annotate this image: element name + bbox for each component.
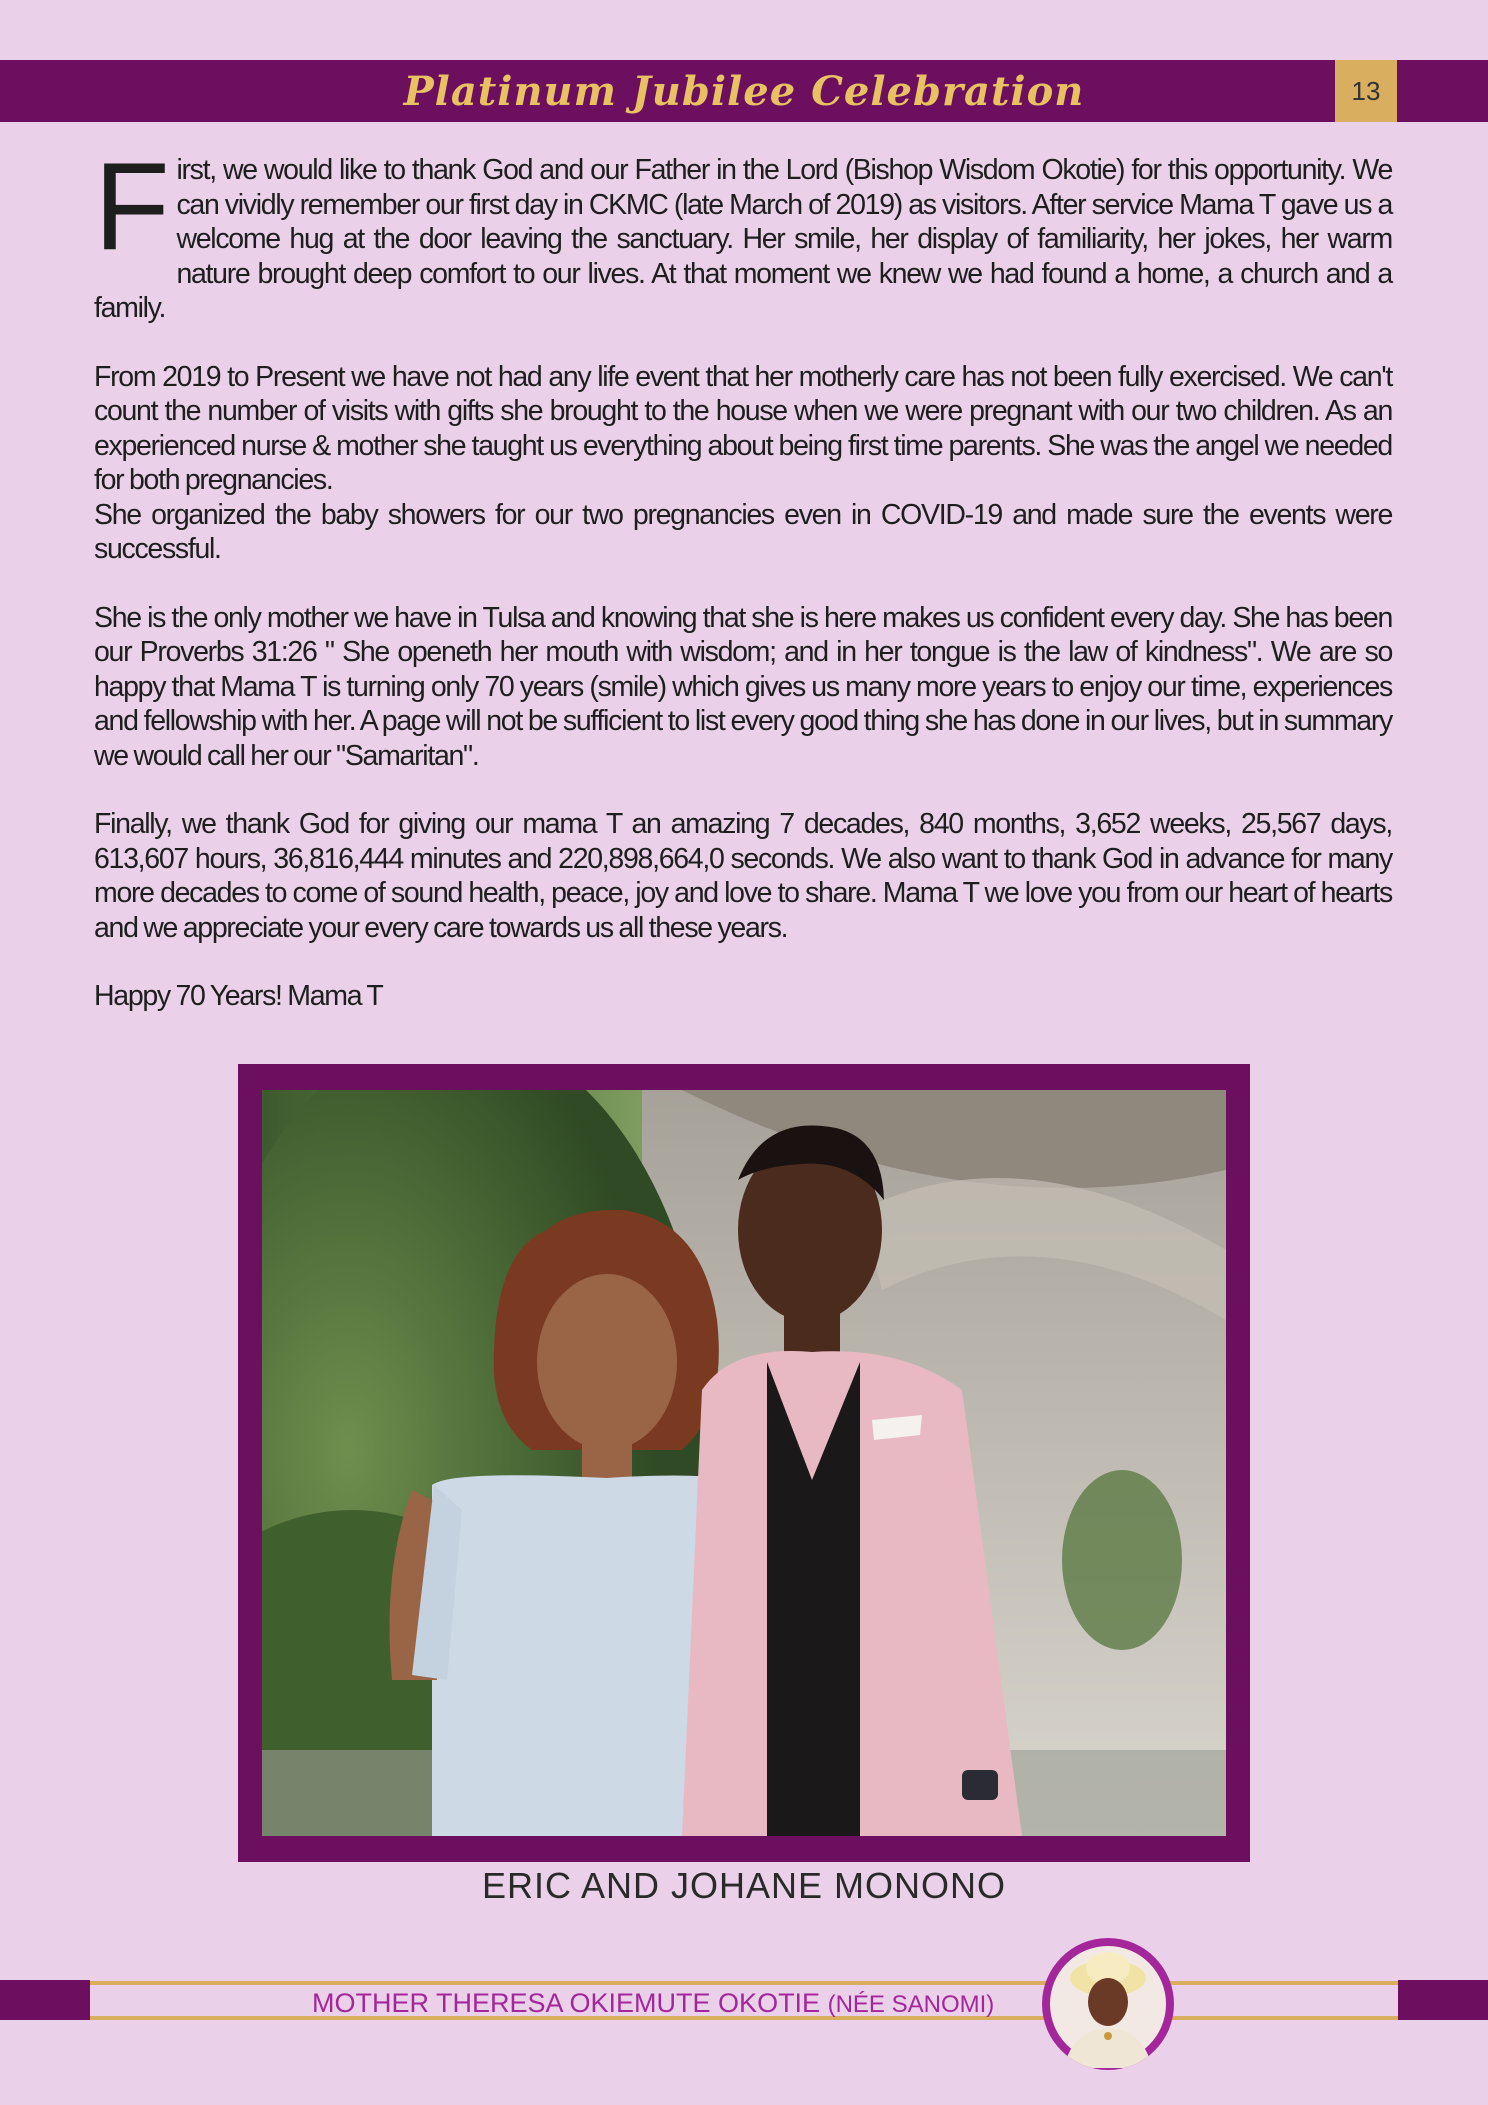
drop-cap: F: [94, 138, 169, 276]
photo-frame: [238, 1064, 1250, 1862]
page-number: 13: [1335, 60, 1397, 122]
paragraph-6: Happy 70 Years! Mama T: [94, 980, 383, 1012]
paragraph-4: She is the only mother we have in Tulsa and knowing that she is here makes us confident every day. She has been our Proverbs 31:26 " She openeth her mouth with wisdom; and in her tongue is the law of kindness". We are so happy that Mama T is turning only 70 years (smile) which gives us many more years to enjoy our time, experiences and fellowship with her. A page will not be sufficient to list every good thing she has done in our lives, but in summary we would call her our "Samaritan".: [94, 601, 1392, 772]
article-body: [94, 138, 1392, 1048]
couple-photo: [262, 1090, 1226, 1836]
footer-block-right: [1398, 1980, 1488, 2020]
portrait-illustration: [1042, 1938, 1174, 2070]
photo-caption: ERIC AND JOHANE MONONO: [481, 1865, 1007, 1906]
avatar: [1042, 1938, 1174, 2070]
footer-line-top: [90, 1981, 1398, 1985]
paragraph-3: She organized the baby showers for our two pregnancies even in COVID-19 and made sure the events were successful.: [94, 498, 1392, 565]
paragraph-1: [94, 138, 1392, 326]
footer-name: [312, 1986, 994, 2018]
paragraph-2: From 2019 to Present we have not had any life event that her motherly care has not been fully exercised. We can't count the number of visits with gifts she brought to the house when we were pregnant with our two children. As an experienced nurse & mother she taught us everything about being first time parents. She was the angel we needed for both pregnancies.: [94, 360, 1392, 496]
paragraph-1-text: irst, we would like to thank God and our Father in the Lord (Bishop Wisdom Okotie) for this opportunity. We can vividly remember our first day in CKMC (late March of 2019) as visitors. After service Mama T gave us a welcome hug at the door leaving the sanctuary. Her smile, her display of familiarity, her jokes, her warm nature brought deep comfort to our lives. At that moment we knew we had found a home, a church and a family.: [94, 154, 1392, 324]
footer-block-left: [0, 1980, 90, 2020]
footer-name-text: MOTHER THERESA OKIEMUTE OKOTIE: [312, 1988, 821, 2018]
header-title: Platinum Jubilee Celebration: [403, 68, 1085, 115]
footer-nee: (NÉE SANOMI): [827, 1991, 995, 2018]
couple-photo-illustration: [262, 1090, 1226, 1836]
paragraph-5: Finally, we thank God for giving our mama T an amazing 7 decades, 840 months, 3,652 weeks, 25,567 days, 613,607 hours, 36,816,444 minutes and 220,898,664,0 seconds. We also want to thank God in advance for many more decades to come of sound health, peace, joy and love to share. Mama T we love you from our heart of hearts and we appreciate your every care towards us all these years.: [94, 808, 1392, 944]
